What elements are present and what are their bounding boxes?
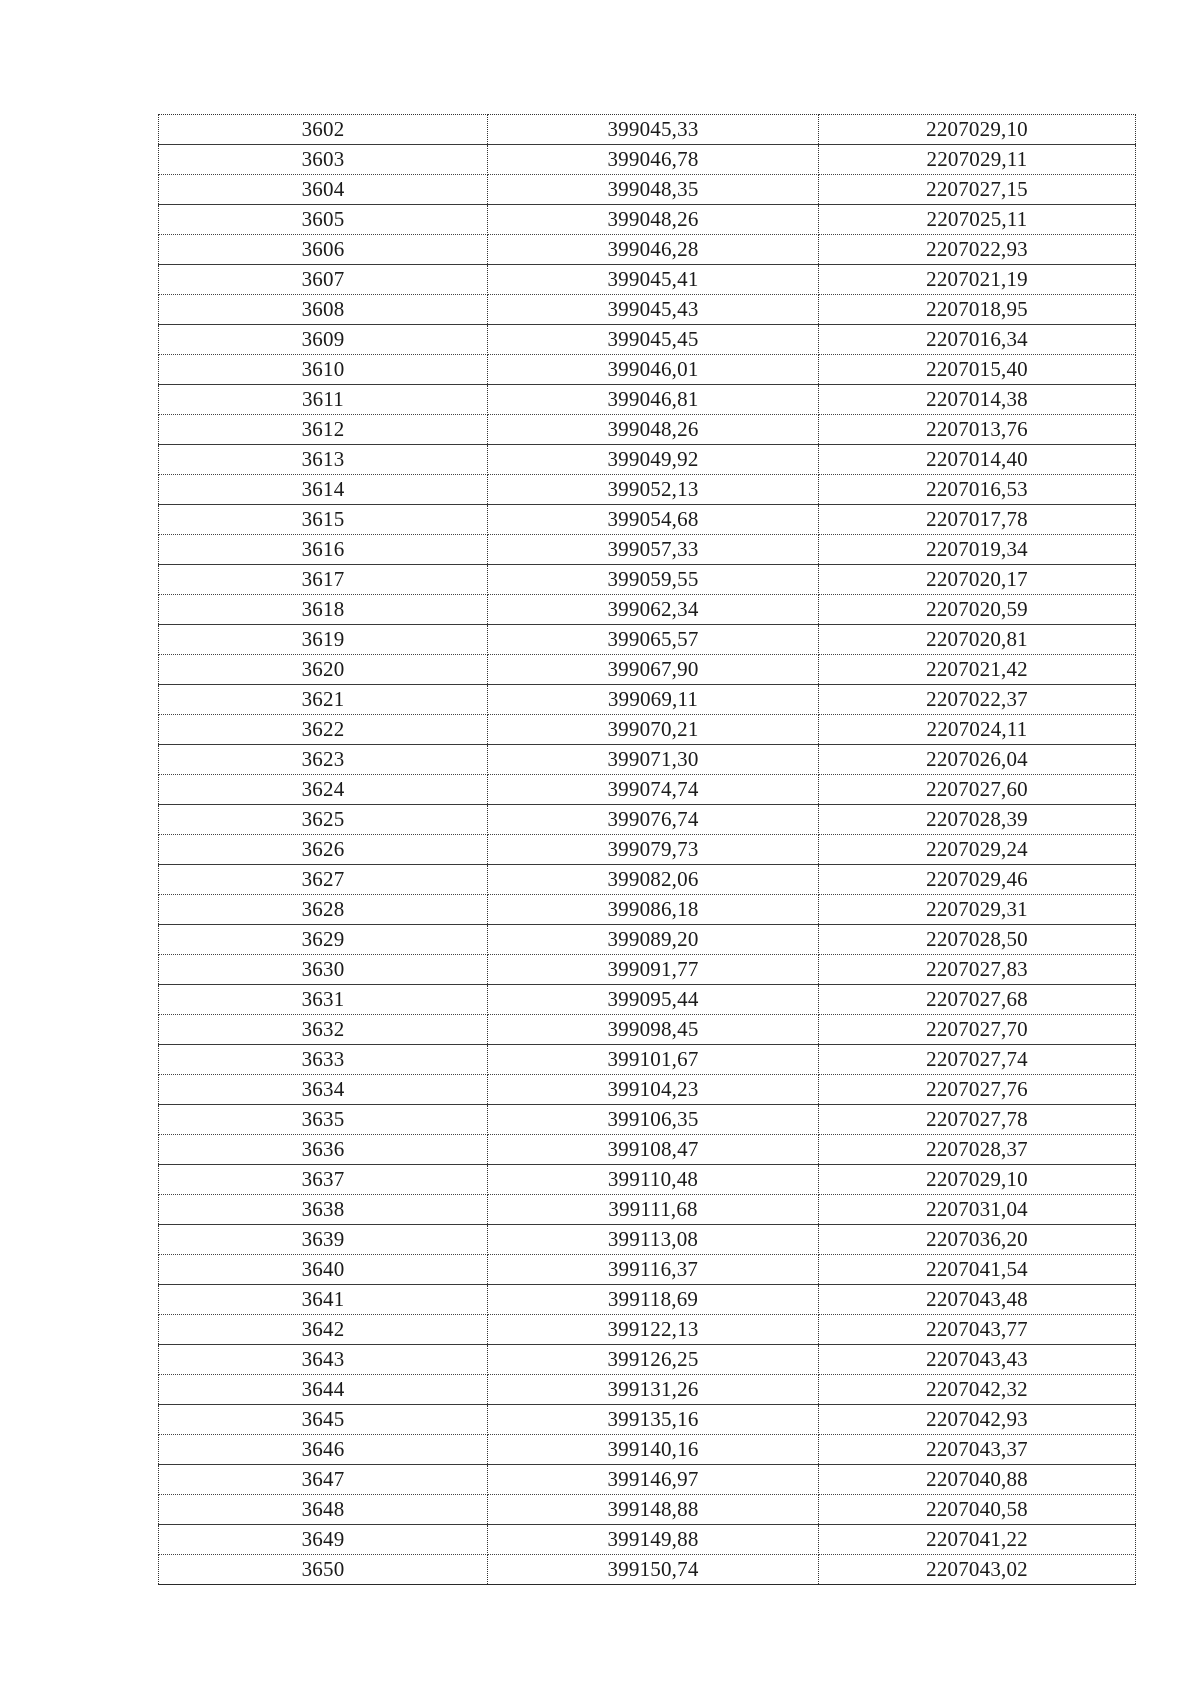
table-row — [159, 715, 1136, 745]
point-number-cell: 3631 — [159, 985, 488, 1015]
table-row — [159, 685, 1136, 715]
x-coordinate-cell: 399074,74 — [488, 775, 819, 805]
table-row — [159, 1495, 1136, 1525]
point-number-cell: 3614 — [159, 475, 488, 505]
y-coordinate-cell: 2207043,43 — [819, 1345, 1136, 1375]
table-row — [159, 475, 1136, 505]
table-row — [159, 1405, 1136, 1435]
point-number-cell: 3649 — [159, 1525, 488, 1555]
y-coordinate-cell: 2207043,02 — [819, 1555, 1136, 1585]
point-number-cell: 3621 — [159, 685, 488, 715]
table-row — [159, 985, 1136, 1015]
table-row — [159, 925, 1136, 955]
point-number-cell: 3643 — [159, 1345, 488, 1375]
y-coordinate-cell: 2207027,74 — [819, 1045, 1136, 1075]
table-row — [159, 205, 1136, 235]
y-coordinate-cell: 2207029,11 — [819, 145, 1136, 175]
table-row — [159, 265, 1136, 295]
y-coordinate-cell: 2207014,38 — [819, 385, 1136, 415]
coordinates-table — [158, 114, 1136, 1585]
x-coordinate-cell: 399091,77 — [488, 955, 819, 985]
y-coordinate-cell: 2207020,81 — [819, 625, 1136, 655]
x-coordinate-cell: 399126,25 — [488, 1345, 819, 1375]
y-coordinate-cell: 2207027,83 — [819, 955, 1136, 985]
y-coordinate-cell: 2207025,11 — [819, 205, 1136, 235]
x-coordinate-cell: 399106,35 — [488, 1105, 819, 1135]
y-coordinate-cell: 2207022,93 — [819, 235, 1136, 265]
point-number-cell: 3605 — [159, 205, 488, 235]
point-number-cell: 3637 — [159, 1165, 488, 1195]
y-coordinate-cell: 2207041,54 — [819, 1255, 1136, 1285]
point-number-cell: 3627 — [159, 865, 488, 895]
x-coordinate-cell: 399070,21 — [488, 715, 819, 745]
table-row — [159, 565, 1136, 595]
table-row — [159, 115, 1136, 145]
y-coordinate-cell: 2207028,39 — [819, 805, 1136, 835]
table-row — [159, 1045, 1136, 1075]
table-row — [159, 295, 1136, 325]
x-coordinate-cell: 399086,18 — [488, 895, 819, 925]
y-coordinate-cell: 2207024,11 — [819, 715, 1136, 745]
table-row — [159, 1375, 1136, 1405]
table-row — [159, 655, 1136, 685]
y-coordinate-cell: 2207020,59 — [819, 595, 1136, 625]
point-number-cell: 3617 — [159, 565, 488, 595]
table-row — [159, 415, 1136, 445]
point-number-cell: 3635 — [159, 1105, 488, 1135]
y-coordinate-cell: 2207043,37 — [819, 1435, 1136, 1465]
point-number-cell: 3641 — [159, 1285, 488, 1315]
y-coordinate-cell: 2207021,42 — [819, 655, 1136, 685]
x-coordinate-cell: 399101,67 — [488, 1045, 819, 1075]
x-coordinate-cell: 399148,88 — [488, 1495, 819, 1525]
point-number-cell: 3602 — [159, 115, 488, 145]
table-row — [159, 1315, 1136, 1345]
point-number-cell: 3632 — [159, 1015, 488, 1045]
y-coordinate-cell: 2207036,20 — [819, 1225, 1136, 1255]
x-coordinate-cell: 399045,45 — [488, 325, 819, 355]
y-coordinate-cell: 2207028,37 — [819, 1135, 1136, 1165]
y-coordinate-cell: 2207027,70 — [819, 1015, 1136, 1045]
point-number-cell: 3622 — [159, 715, 488, 745]
x-coordinate-cell: 399104,23 — [488, 1075, 819, 1105]
x-coordinate-cell: 399046,81 — [488, 385, 819, 415]
x-coordinate-cell: 399059,55 — [488, 565, 819, 595]
table-row — [159, 1015, 1136, 1045]
table-row — [159, 595, 1136, 625]
table-row — [159, 1195, 1136, 1225]
table-row — [159, 805, 1136, 835]
point-number-cell: 3629 — [159, 925, 488, 955]
y-coordinate-cell: 2207016,53 — [819, 475, 1136, 505]
point-number-cell: 3606 — [159, 235, 488, 265]
x-coordinate-cell: 399113,08 — [488, 1225, 819, 1255]
y-coordinate-cell: 2207042,93 — [819, 1405, 1136, 1435]
y-coordinate-cell: 2207029,24 — [819, 835, 1136, 865]
y-coordinate-cell: 2207021,19 — [819, 265, 1136, 295]
table-row — [159, 955, 1136, 985]
y-coordinate-cell: 2207027,68 — [819, 985, 1136, 1015]
y-coordinate-cell: 2207027,15 — [819, 175, 1136, 205]
x-coordinate-cell: 399146,97 — [488, 1465, 819, 1495]
y-coordinate-cell: 2207022,37 — [819, 685, 1136, 715]
x-coordinate-cell: 399048,26 — [488, 415, 819, 445]
x-coordinate-cell: 399089,20 — [488, 925, 819, 955]
table-row — [159, 895, 1136, 925]
x-coordinate-cell: 399048,35 — [488, 175, 819, 205]
x-coordinate-cell: 399046,28 — [488, 235, 819, 265]
point-number-cell: 3644 — [159, 1375, 488, 1405]
table-row — [159, 865, 1136, 895]
y-coordinate-cell: 2207016,34 — [819, 325, 1136, 355]
table-row — [159, 355, 1136, 385]
point-number-cell: 3609 — [159, 325, 488, 355]
table-row — [159, 385, 1136, 415]
x-coordinate-cell: 399098,45 — [488, 1015, 819, 1045]
point-number-cell: 3615 — [159, 505, 488, 535]
point-number-cell: 3647 — [159, 1465, 488, 1495]
x-coordinate-cell: 399116,37 — [488, 1255, 819, 1285]
point-number-cell: 3650 — [159, 1555, 488, 1585]
x-coordinate-cell: 399045,33 — [488, 115, 819, 145]
point-number-cell: 3648 — [159, 1495, 488, 1525]
y-coordinate-cell: 2207027,76 — [819, 1075, 1136, 1105]
y-coordinate-cell: 2207029,10 — [819, 115, 1136, 145]
point-number-cell: 3639 — [159, 1225, 488, 1255]
point-number-cell: 3626 — [159, 835, 488, 865]
y-coordinate-cell: 2207042,32 — [819, 1375, 1136, 1405]
point-number-cell: 3618 — [159, 595, 488, 625]
y-coordinate-cell: 2207043,48 — [819, 1285, 1136, 1315]
x-coordinate-cell: 399054,68 — [488, 505, 819, 535]
x-coordinate-cell: 399108,47 — [488, 1135, 819, 1165]
point-number-cell: 3646 — [159, 1435, 488, 1465]
table-row — [159, 1465, 1136, 1495]
table-row — [159, 1105, 1136, 1135]
x-coordinate-cell: 399122,13 — [488, 1315, 819, 1345]
point-number-cell: 3603 — [159, 145, 488, 175]
x-coordinate-cell: 399052,13 — [488, 475, 819, 505]
x-coordinate-cell: 399045,41 — [488, 265, 819, 295]
table-row — [159, 1135, 1136, 1165]
point-number-cell: 3642 — [159, 1315, 488, 1345]
y-coordinate-cell: 2207020,17 — [819, 565, 1136, 595]
y-coordinate-cell: 2207029,10 — [819, 1165, 1136, 1195]
y-coordinate-cell: 2207014,40 — [819, 445, 1136, 475]
table-row — [159, 325, 1136, 355]
table-row — [159, 1435, 1136, 1465]
x-coordinate-cell: 399067,90 — [488, 655, 819, 685]
point-number-cell: 3628 — [159, 895, 488, 925]
y-coordinate-cell: 2207041,22 — [819, 1525, 1136, 1555]
y-coordinate-cell: 2207040,88 — [819, 1465, 1136, 1495]
table-row — [159, 1075, 1136, 1105]
point-number-cell: 3610 — [159, 355, 488, 385]
y-coordinate-cell: 2207043,77 — [819, 1315, 1136, 1345]
x-coordinate-cell: 399149,88 — [488, 1525, 819, 1555]
x-coordinate-cell: 399057,33 — [488, 535, 819, 565]
table-row — [159, 625, 1136, 655]
x-coordinate-cell: 399046,78 — [488, 145, 819, 175]
coordinates-table-body — [159, 115, 1136, 1585]
y-coordinate-cell: 2207027,78 — [819, 1105, 1136, 1135]
point-number-cell: 3607 — [159, 265, 488, 295]
point-number-cell: 3611 — [159, 385, 488, 415]
x-coordinate-cell: 399065,57 — [488, 625, 819, 655]
table-row — [159, 1255, 1136, 1285]
table-row — [159, 1525, 1136, 1555]
y-coordinate-cell: 2207028,50 — [819, 925, 1136, 955]
x-coordinate-cell: 399095,44 — [488, 985, 819, 1015]
point-number-cell: 3630 — [159, 955, 488, 985]
table-row — [159, 775, 1136, 805]
point-number-cell: 3620 — [159, 655, 488, 685]
table-row — [159, 535, 1136, 565]
x-coordinate-cell: 399110,48 — [488, 1165, 819, 1195]
y-coordinate-cell: 2207018,95 — [819, 295, 1136, 325]
point-number-cell: 3633 — [159, 1045, 488, 1075]
table-row — [159, 175, 1136, 205]
x-coordinate-cell: 399049,92 — [488, 445, 819, 475]
point-number-cell: 3616 — [159, 535, 488, 565]
x-coordinate-cell: 399045,43 — [488, 295, 819, 325]
x-coordinate-cell: 399082,06 — [488, 865, 819, 895]
y-coordinate-cell: 2207015,40 — [819, 355, 1136, 385]
x-coordinate-cell: 399118,69 — [488, 1285, 819, 1315]
y-coordinate-cell: 2207031,04 — [819, 1195, 1136, 1225]
point-number-cell: 3636 — [159, 1135, 488, 1165]
point-number-cell: 3638 — [159, 1195, 488, 1225]
y-coordinate-cell: 2207017,78 — [819, 505, 1136, 535]
x-coordinate-cell: 399079,73 — [488, 835, 819, 865]
point-number-cell: 3625 — [159, 805, 488, 835]
table-row — [159, 835, 1136, 865]
table-row — [159, 145, 1136, 175]
point-number-cell: 3640 — [159, 1255, 488, 1285]
x-coordinate-cell: 399069,11 — [488, 685, 819, 715]
x-coordinate-cell: 399131,26 — [488, 1375, 819, 1405]
table-row — [159, 1555, 1136, 1585]
y-coordinate-cell: 2207029,46 — [819, 865, 1136, 895]
y-coordinate-cell: 2207026,04 — [819, 745, 1136, 775]
x-coordinate-cell: 399140,16 — [488, 1435, 819, 1465]
table-row — [159, 1165, 1136, 1195]
y-coordinate-cell: 2207040,58 — [819, 1495, 1136, 1525]
point-number-cell: 3608 — [159, 295, 488, 325]
table-row — [159, 235, 1136, 265]
point-number-cell: 3634 — [159, 1075, 488, 1105]
point-number-cell: 3612 — [159, 415, 488, 445]
x-coordinate-cell: 399071,30 — [488, 745, 819, 775]
x-coordinate-cell: 399062,34 — [488, 595, 819, 625]
point-number-cell: 3613 — [159, 445, 488, 475]
point-number-cell: 3645 — [159, 1405, 488, 1435]
table-row — [159, 1345, 1136, 1375]
x-coordinate-cell: 399076,74 — [488, 805, 819, 835]
x-coordinate-cell: 399135,16 — [488, 1405, 819, 1435]
point-number-cell: 3624 — [159, 775, 488, 805]
table-row — [159, 1225, 1136, 1255]
x-coordinate-cell: 399111,68 — [488, 1195, 819, 1225]
y-coordinate-cell: 2207029,31 — [819, 895, 1136, 925]
table-row — [159, 445, 1136, 475]
point-number-cell: 3619 — [159, 625, 488, 655]
y-coordinate-cell: 2207013,76 — [819, 415, 1136, 445]
point-number-cell: 3623 — [159, 745, 488, 775]
x-coordinate-cell: 399046,01 — [488, 355, 819, 385]
x-coordinate-cell: 399150,74 — [488, 1555, 819, 1585]
table-row — [159, 1285, 1136, 1315]
x-coordinate-cell: 399048,26 — [488, 205, 819, 235]
table-row — [159, 505, 1136, 535]
table-row — [159, 745, 1136, 775]
point-number-cell: 3604 — [159, 175, 488, 205]
y-coordinate-cell: 2207019,34 — [819, 535, 1136, 565]
y-coordinate-cell: 2207027,60 — [819, 775, 1136, 805]
